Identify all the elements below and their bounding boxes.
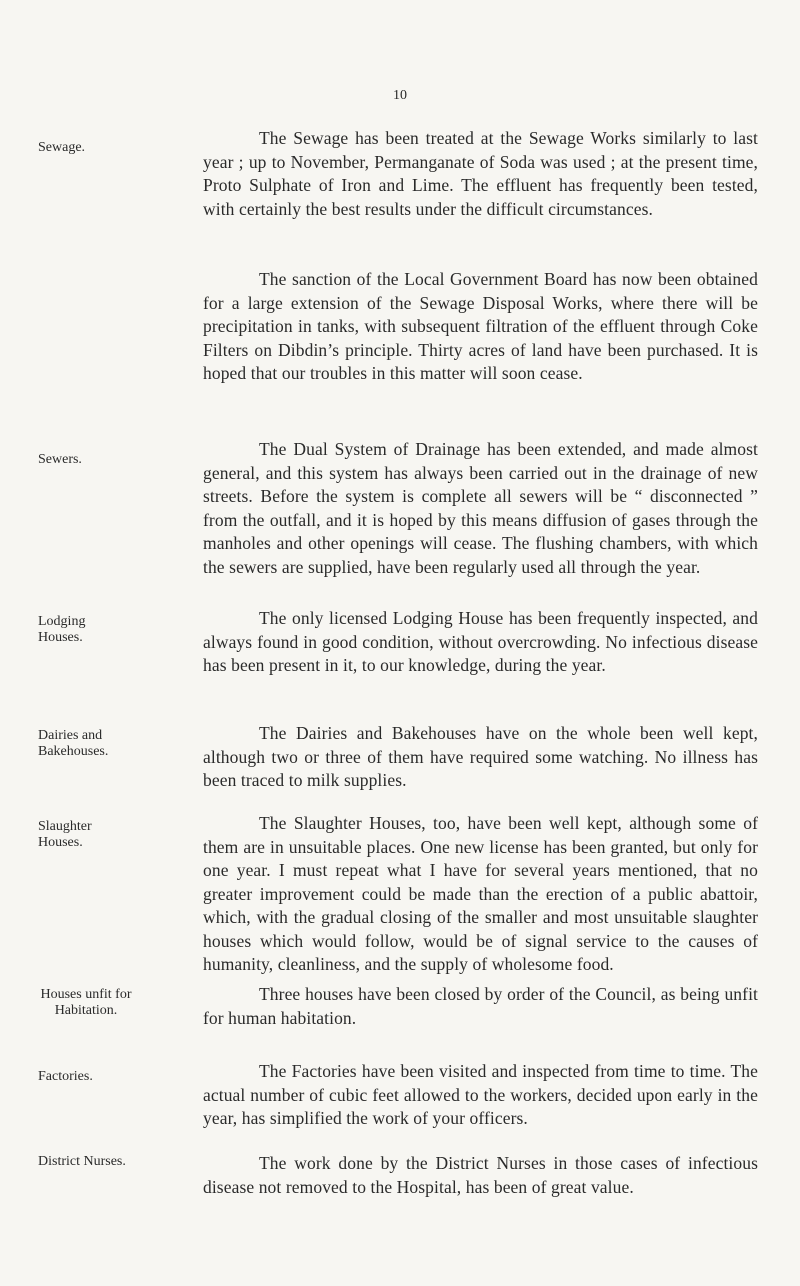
paragraph-dairies: The Dairies and Bakehouses have on the whole been well kept, although two or three of them have required some watching. No illness has been traced to milk supplies.: [203, 723, 758, 790]
page-number: 10: [393, 88, 407, 103]
margin-note-factories: Factories.: [38, 1069, 93, 1084]
paragraph-sewage-extension: The sanction of the Local Government Board has now been obtained for a large extension of the Sewage Disposal Works, where there will be precipitation in tanks, with subsequent filtration of the effluent through Coke Filters on Dibdin’s principle. Thirty acres of land have been purchased. It is hoped that our troubles in this matter will soon cease.: [203, 269, 758, 383]
margin-note-houses-unfit: Houses unfit for Habitation.: [40, 987, 132, 1018]
margin-note-dairies: Dairies and Bakehouses.: [38, 728, 109, 759]
paragraph-slaughter-houses: The Slaughter Houses, too, have been well kept, although some of them are in unsuitable places. One new license has been granted, but only for one year. I must repeat what I have for several years mentioned, that no greater improvement could be made than the erection of a public abattoir, which, with the gradual closing of the smaller and most unsuitable slaughter houses which would follow, would be of signal service to the causes of humanity, cleanliness, and the supply of wholesome food.: [203, 813, 758, 974]
paragraph-houses-unfit: Three houses have been closed by order of the Council, as being unfit for human habitation.: [203, 984, 758, 1028]
paragraph-sewers: The Dual System of Drainage has been extended, and made almost general, and this system has always been carried out in the drainage of new streets. Before the system is complete all sewers will be “ disconnected ” from the outfall, and it is hoped by this means diffusion of gases through the manholes and other openings will cease. The flushing chambers, with which the sewers are supplied, have been regularly used all through the year.: [203, 439, 758, 577]
margin-note-sewers: Sewers.: [38, 452, 82, 467]
margin-note-lodging-houses: Lodging Houses.: [38, 614, 86, 645]
margin-note-district-nurses: District Nurses.: [38, 1154, 126, 1169]
paragraph-factories: The Factories have been visited and inspected from time to time. The actual number of cubic feet allowed to the workers, decided upon early in the year, has simplified the work of your officers.: [203, 1061, 758, 1128]
paragraph-district-nurses: The work done by the District Nurses in those cases of infectious disease not removed to the Hospital, has been of great value.: [203, 1153, 758, 1197]
paragraph-sewage-treatment: The Sewage has been treated at the Sewage Works similarly to last year ; up to November, Permanganate of Soda was used ; at the present time, Proto Sulphate of Iron and Lime. The effluent has frequently been tested, with certainly the best results under the difficult circumstances.: [203, 128, 758, 219]
margin-note-slaughter-houses: Slaughter Houses.: [38, 819, 92, 850]
margin-note-sewage: Sewage.: [38, 140, 86, 155]
paragraph-lodging-houses: The only licensed Lodging House has been frequently inspected, and always found in good condition, without overcrowding. No infectious disease has been present in it, to our knowledge, during the year.: [203, 608, 758, 675]
